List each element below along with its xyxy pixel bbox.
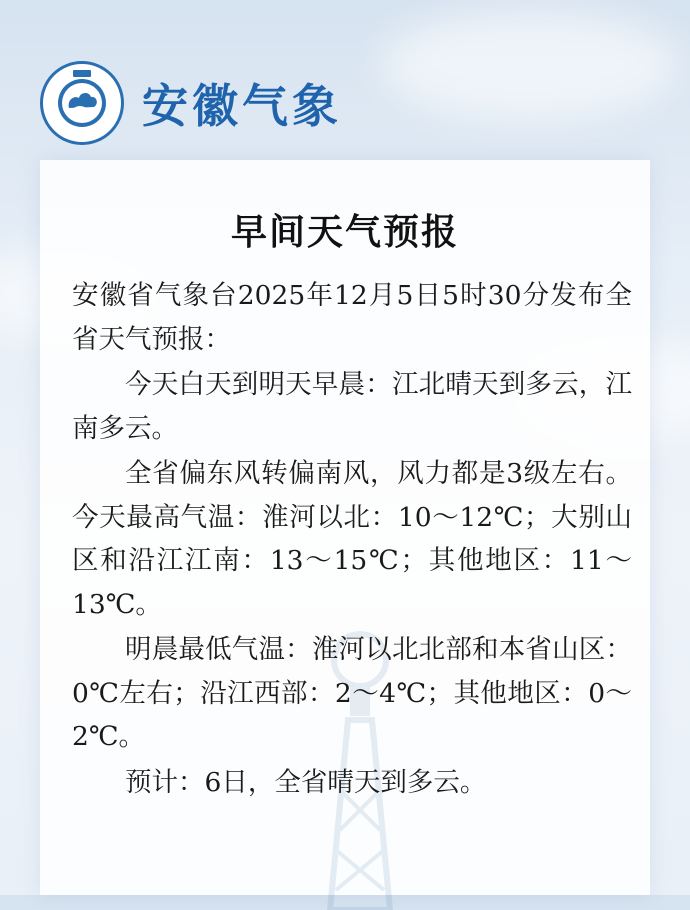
low-temperature: 明晨最低气温：淮河以北北部和本省山区：0℃左右；沿江西部：2～4℃；其他地区：0～2℃。 bbox=[72, 634, 632, 752]
page-title: 早间天气预报 bbox=[230, 212, 459, 253]
forecast-card bbox=[40, 160, 650, 895]
outlook: 预计：6日，全省晴天到多云。 bbox=[125, 766, 487, 798]
header bbox=[40, 58, 342, 148]
forecast-body bbox=[72, 274, 632, 806]
anhui-meteorological-bureau-logo-icon bbox=[40, 61, 124, 145]
sky-forecast: 今天白天到明天早晨：江北晴天到多云，江南多云。 bbox=[72, 369, 632, 444]
issue-statement: 安徽省气象台2025年12月5日5时30分发布全省天气预报： bbox=[72, 280, 632, 355]
background-cloud bbox=[380, 10, 680, 120]
brand-title: 安徽气象 bbox=[142, 79, 342, 133]
wind-and-high-temperature: 全省偏东风转偏南风，风力都是3级左右。今天最高气温：淮河以北：10～12℃；大别山区和沿江江南：13～15℃；其他地区：11～13℃。 bbox=[72, 458, 632, 620]
